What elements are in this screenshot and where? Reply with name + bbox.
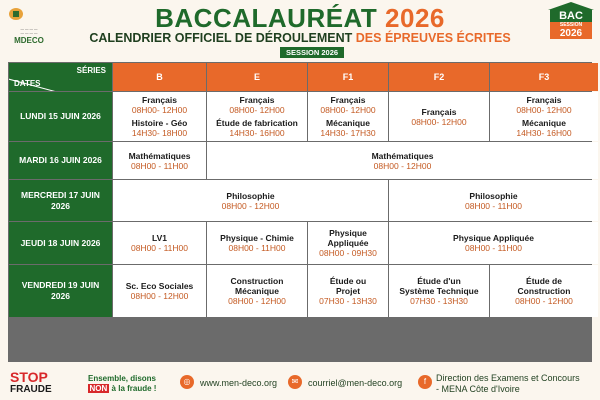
table-cell: [113, 180, 388, 221]
subject: Philosophie: [226, 190, 275, 201]
table-cell: [308, 92, 388, 141]
row-date-jeudi: JEUDI 18 JUIN 2026: [9, 222, 112, 264]
logo-text: MDECO: [14, 36, 44, 45]
subtitle-part1: CALENDRIER OFFICIEL DE DÉROULEMENT: [89, 31, 353, 45]
table-cell: [113, 265, 206, 317]
time: 08H00 - 12H00: [130, 291, 189, 301]
time: 08H00 - 12H00: [228, 296, 286, 306]
subject: Étude d'un Système Technique: [399, 276, 479, 296]
bac-badge-session: SESSION: [559, 22, 583, 28]
direction-line1: Direction des Examens et Concours: [436, 373, 580, 383]
time: 07H30 - 13H30: [319, 296, 377, 306]
table-cell: [490, 92, 598, 141]
time: 08H00 - 11H00: [228, 243, 286, 253]
time: 07H30 - 13H30: [410, 296, 468, 306]
dates-header: DATES: [14, 79, 41, 88]
table-cell: [389, 265, 489, 317]
time: 08H00- 12H00: [320, 105, 376, 115]
time: 08H00- 12H00: [516, 105, 572, 115]
page-subtitle: [0, 31, 600, 45]
slogan: [78, 374, 166, 394]
subject: Mécanique: [522, 118, 566, 128]
time: 14H30- 18H00: [131, 128, 188, 138]
time: 08H00 - 11H00: [130, 243, 189, 253]
table-cell: [113, 222, 206, 264]
facebook-icon: f: [418, 375, 432, 389]
column-header-f2: F2: [389, 63, 489, 91]
time: 08H00 - 12H00: [373, 160, 432, 171]
subject: Français: [330, 95, 366, 105]
subject: Français: [526, 95, 562, 105]
subject: Histoire - Géo: [131, 118, 188, 128]
table-cell: [389, 92, 489, 141]
table-cell: [207, 142, 598, 179]
time: 14H30- 17H30: [320, 128, 376, 138]
table-cell: [308, 265, 388, 317]
header: [0, 0, 600, 60]
footer: [0, 366, 600, 400]
time: 08H00 - 11H00: [130, 160, 189, 171]
column-header-b: B: [113, 63, 206, 91]
row-date-vendredi: VENDREDI 19 JUIN 2026: [9, 265, 112, 317]
subject: Physique - Chimie: [220, 233, 294, 243]
subject: Étude de fabrication: [216, 118, 298, 128]
table-cell: [113, 92, 206, 141]
time: 08H00- 12H00: [229, 105, 285, 115]
slogan-line2: à la fraude !: [111, 384, 157, 393]
fraude-word: FRAUDE: [10, 384, 52, 395]
table-corner: [9, 63, 112, 91]
subject: Français: [421, 106, 457, 117]
subject: Mathématiques: [371, 150, 434, 161]
table-cell: [207, 222, 307, 264]
bac-badge-body: [550, 22, 592, 39]
table-cell: [207, 92, 307, 141]
exam-calendar-table: [8, 62, 592, 362]
subject: Mathématiques: [128, 150, 191, 161]
table-cell: [389, 180, 598, 221]
direction-line2: - MENA Côte d'Ivoire: [436, 384, 520, 394]
row-date-mardi: MARDI 16 JUIN 2026: [9, 142, 112, 179]
subject: Philosophie: [469, 190, 518, 201]
row-date-lundi: LUNDI 15 JUIN 2026: [9, 92, 112, 141]
session-badge: SESSION 2026: [280, 47, 344, 58]
bac-badge-year: 2026: [559, 28, 583, 39]
time: 08H00 - 12H00: [515, 296, 573, 306]
table-cell: [113, 142, 206, 179]
subject: Physique Appliquée: [453, 233, 534, 243]
table-cell: [389, 222, 598, 264]
email-link[interactable]: courriel@men-deco.org: [308, 378, 403, 388]
subject: Étude de Construction: [517, 276, 571, 296]
email-icon: ✉: [288, 375, 302, 389]
title-word: BACCALAURÉAT: [155, 3, 378, 33]
slogan-line1: Ensemble, disons: [87, 374, 157, 383]
table-cell: [490, 265, 598, 317]
subject: Mécanique: [326, 118, 370, 128]
table-cell: [308, 222, 388, 264]
time: 08H00 - 09H30: [319, 248, 377, 258]
slogan-non: NON: [89, 384, 108, 393]
graduation-cap-icon: [548, 2, 594, 10]
time: 14H30- 16H00: [516, 128, 572, 138]
time: 08H00- 12H00: [411, 116, 467, 127]
bac-badge-word: BAC: [550, 10, 592, 22]
direction-text[interactable]: [436, 373, 580, 395]
table-cell: [207, 265, 307, 317]
stop-fraude-logo: [10, 370, 72, 398]
subject: Construction Mécanique: [230, 276, 284, 296]
time: 14H30- 16H00: [229, 128, 285, 138]
subject: LV1: [152, 233, 167, 243]
series-header: SÉRIES: [76, 66, 106, 75]
time: 08H00 - 11H00: [464, 200, 523, 211]
page-title: [0, 4, 600, 32]
subject: Français: [239, 95, 275, 105]
subject: Physique Appliquée: [327, 228, 369, 248]
column-header-f3: F3: [490, 63, 598, 91]
column-header-e: E: [207, 63, 307, 91]
subtitle-part2: DES ÉPREUVES ÉCRITES: [355, 31, 511, 45]
logo-caption: — — — — — — — —: [20, 27, 38, 35]
globe-icon: ◎: [180, 375, 194, 389]
time: 08H00 - 11H00: [464, 243, 523, 253]
subject: Français: [142, 95, 177, 105]
time: 08H00- 12H00: [131, 105, 188, 115]
bac-badge: [548, 2, 594, 48]
subject: Sc. Eco Sociales: [125, 281, 194, 291]
time: 08H00 - 12H00: [221, 200, 280, 211]
stop-word: STOP: [10, 369, 48, 385]
website-link[interactable]: www.men-deco.org: [200, 378, 278, 388]
title-year: 2026: [385, 3, 445, 33]
subject: Étude ou Projet: [329, 276, 367, 296]
column-header-f1: F1: [308, 63, 388, 91]
row-date-mercredi: MERCREDI 17 JUIN 2026: [9, 180, 112, 221]
